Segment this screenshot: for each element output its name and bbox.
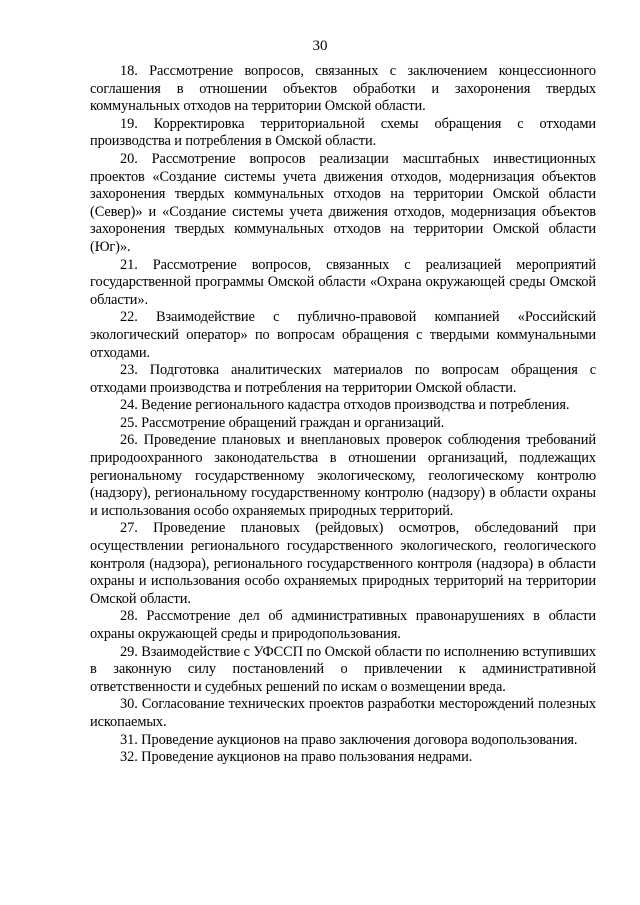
page-number: 30 <box>312 38 328 54</box>
list-item-31: 31. Проведение аукционов на право заключения договора водопользования. <box>120 731 578 748</box>
list-item-28: 28. Рассмотрение дел об административных правонарушениях в области охраны окружающей среды и природопользования. <box>90 608 596 642</box>
list-item-20: 20. Рассмотрение вопросов реализации масштабных инвестиционных проектов «Создание системы учета движения отходов, модернизация объектов захоронения твердых коммунальных отходов на территории Омской области (Север)» и «Создание системы учета движения отходов, модернизация объектов захоронения твердых коммунальных отходов на территории Омской области (Юг)». <box>90 150 596 255</box>
list-item-18: 18. Рассмотрение вопросов, связанных с заключением концессионного соглашения в отношении объектов обработки и захоронения твердых коммунальных отходов на территории Омской области. <box>90 63 596 115</box>
list-item-30: 30. Согласование технических проектов разработки месторождений полезных ископаемых. <box>90 696 596 730</box>
list-item-27: 27. Проведение плановых (рейдовых) осмотров, обследований при осуществлении регионального государственного экологического, геологического контроля (надзора), регионального государственного контроля (надзора) в области охраны и использования особо охраняемых природных территорий на территории Омской области. <box>90 520 596 607</box>
list-item-24: 24. Ведение регионального кадастра отходов производства и потребления. <box>120 397 570 414</box>
list-item-22: 22. Взаимодействие с публично-правовой компанией «Российский экологический оператор» по вопросам обращения с твердыми коммунальными отходами. <box>90 309 596 361</box>
list-item-26: 26. Проведение плановых и внеплановых проверок соблюдения требований природоохранного законодательства в отношении организаций, подлежащих региональному государственному экологическому, геологическому контролю (надзору), региональному государственному контролю (надзору) в области охраны и использования особо охраняемых природных территорий. <box>90 432 596 519</box>
list-item-19: 19. Корректировка территориальной схемы обращения с отходами производства и потребления в Омской области. <box>90 115 596 150</box>
list-item-25: 25. Рассмотрение обращений граждан и организаций. <box>120 414 445 431</box>
document-body <box>90 63 596 767</box>
list-item-23: 23. Подготовка аналитических материалов по вопросам обращения с отходами производства и потребления на территории Омской области. <box>90 362 596 396</box>
list-item-29: 29. Взаимодействие с УФССП по Омской области по исполнению вступивших в законную силу постановлений о привлечении к административной ответственности и судебных решений по искам о возмещении вреда. <box>90 643 596 695</box>
list-item-32: 32. Проведение аукционов на право пользования недрами. <box>120 749 473 766</box>
list-item-21: 21. Рассмотрение вопросов, связанных с реализацией мероприятий государственной программы Омской области «Охрана окружающей среды Омской области». <box>90 256 596 308</box>
